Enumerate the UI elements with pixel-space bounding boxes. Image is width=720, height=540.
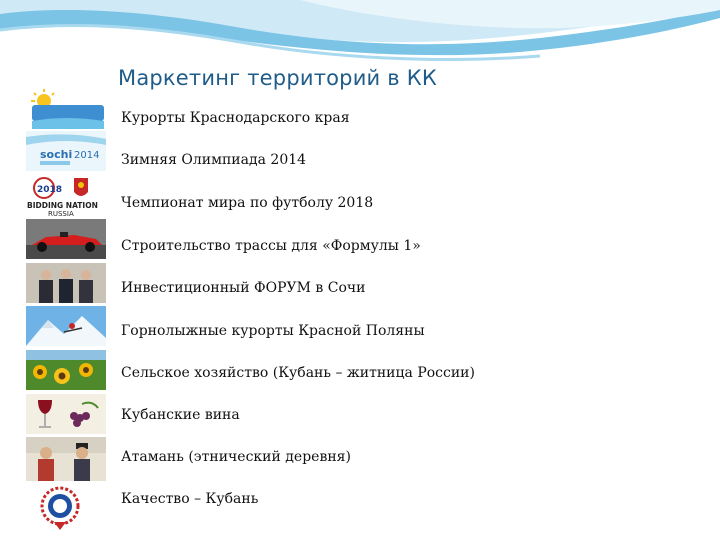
world-cup-bid-logo-icon	[26, 174, 106, 218]
forum-people-photo-icon	[26, 263, 106, 303]
ski-mountain-photo-icon	[26, 306, 106, 346]
svg-text:2018: 2018	[37, 185, 63, 195]
wine-glass-photo-icon	[26, 394, 106, 434]
list-item-ski-resorts: Горнолыжные курорты Красной Поляны	[121, 323, 425, 339]
header-swoosh-decoration	[0, 0, 720, 110]
svg-text:RUSSIA: RUSSIA	[48, 210, 74, 218]
list-item-olympics: Зимняя Олимпиада 2014	[121, 152, 307, 168]
cossack-village-photo-icon	[26, 437, 106, 481]
svg-text:2014: 2014	[74, 150, 100, 161]
quality-seal-logo-icon	[26, 484, 106, 532]
beach-sun-logo-icon	[26, 87, 106, 131]
svg-text:sochi: sochi	[40, 148, 73, 161]
list-item-world-cup: Чемпионат мира по футболу 2018	[121, 195, 374, 211]
slide-title: Маркетинг территорий в КК	[118, 66, 437, 90]
svg-text:BIDDING NATION: BIDDING NATION	[27, 201, 98, 210]
list-item-wines: Кубанские вина	[121, 407, 240, 423]
list-item-quality: Качество – Кубань	[121, 491, 259, 507]
sochi-2014-logo-icon	[26, 131, 106, 171]
list-item-agriculture: Сельское хозяйство (Кубань – житница России)	[121, 365, 475, 381]
list-item-resorts: Курорты Краснодарского края	[121, 110, 350, 126]
formula1-car-photo-icon	[26, 219, 106, 259]
list-item-formula1: Строительство трассы для «Формулы 1»	[121, 238, 421, 254]
sunflowers-photo-icon	[26, 350, 106, 390]
list-item-forum: Инвестиционный ФОРУМ в Сочи	[121, 280, 366, 296]
list-item-ataman: Атамань (этнический деревня)	[121, 449, 351, 465]
